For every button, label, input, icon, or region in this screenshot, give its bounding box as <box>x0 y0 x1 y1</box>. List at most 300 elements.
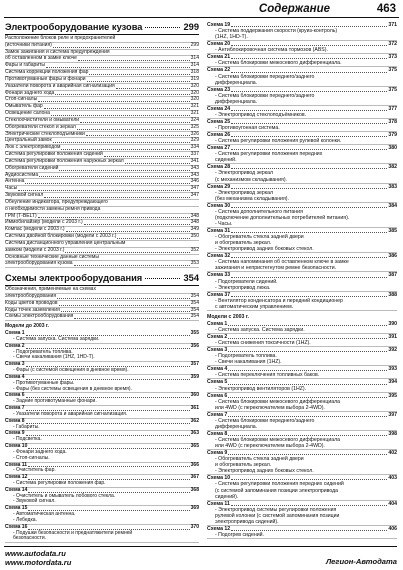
scheme-description: - Обогреватель стекла задней двери <box>215 456 304 463</box>
scheme-page: 365 <box>190 443 199 450</box>
scheme-description: (с системой запоминания позиции электропривода <box>215 487 339 494</box>
toc-entry[interactable] <box>5 261 199 268</box>
toc-leader <box>61 149 189 150</box>
toc-leader <box>53 142 190 143</box>
toc-leader <box>59 305 190 306</box>
toc-entry-title: Освещение салона <box>5 110 50 117</box>
scheme-page: 395 <box>388 392 397 399</box>
scheme-entry[interactable] <box>207 253 397 272</box>
toc-leader <box>231 277 387 278</box>
scheme-description: - Система дополнительного питания <box>215 208 303 215</box>
scheme-entry[interactable] <box>207 87 397 106</box>
toc-entry-page: 354 <box>190 306 199 313</box>
toc-leader <box>228 325 387 326</box>
scheme-page: 383 <box>388 183 397 190</box>
scheme-number: Схема 12 <box>5 474 28 481</box>
scheme-page: 392 <box>388 347 397 354</box>
scheme-page: 357 <box>190 361 199 368</box>
toc-entry-title: Иммобилайзер (модели с 2003 г.) <box>5 219 83 226</box>
scheme-description: - Система запуска. Система зарядки. <box>215 326 305 333</box>
scheme-entry[interactable] <box>207 379 397 392</box>
toc-leader <box>44 197 189 198</box>
scheme-description: (подключение дополнительных потребителей питания). <box>215 214 350 221</box>
scheme-entry[interactable] <box>5 419 199 432</box>
scheme-number: Схема 19 <box>207 22 231 28</box>
scheme-entry[interactable] <box>207 321 397 334</box>
scheme-entry[interactable] <box>207 228 397 253</box>
toc-leader <box>228 397 387 398</box>
scheme-page: 404 <box>388 500 397 507</box>
scheme-entry[interactable] <box>207 334 397 347</box>
toc-leader <box>231 257 387 258</box>
scheme-entry[interactable] <box>207 22 397 41</box>
scheme-description: - Электропривод вентиляторов (1HZ). <box>215 385 307 392</box>
toc-leader <box>39 176 190 177</box>
footer-rule <box>4 546 397 547</box>
toc-entry-title: Фары и габариты <box>5 62 46 69</box>
scheme-page: 403 <box>388 475 397 482</box>
scheme-page: 397 <box>388 411 397 418</box>
scheme-number: Схема 7 <box>207 411 228 418</box>
scheme-number: Схема 8 <box>5 417 25 424</box>
scheme-description: (с механизмом складывания). <box>215 176 288 183</box>
scheme-entry[interactable] <box>207 272 397 291</box>
scheme-number: Схема 4 <box>5 373 25 380</box>
scheme-entry[interactable] <box>207 475 397 500</box>
footer-site-autodata[interactable]: www.autodata.ru <box>5 549 66 558</box>
toc-entry[interactable] <box>5 314 199 321</box>
section-wiring-diagrams[interactable]: Схемы электрооборудования 354 <box>5 273 199 286</box>
toc-leader <box>231 505 387 506</box>
scheme-page: 361 <box>190 405 199 412</box>
toc-entry-title: электрооборудования кузова <box>5 260 73 267</box>
scheme-number: Схема 27 <box>207 145 231 152</box>
scheme-page: 366 <box>190 461 199 468</box>
toc-right-column <box>207 22 397 539</box>
toc-entry-title: Люк с электроприводом <box>5 144 61 151</box>
scheme-number: Схема 24 <box>207 105 231 112</box>
scheme-entry[interactable] <box>5 525 199 543</box>
toc-leader <box>87 81 190 82</box>
toc-leader <box>18 190 189 191</box>
scheme-entry[interactable] <box>207 164 397 183</box>
scheme-description: дифференциала. <box>215 79 258 86</box>
scheme-entry[interactable] <box>5 375 199 393</box>
scheme-description: - Система блокировки переднего/заднего <box>215 73 315 80</box>
toc-entry-title: ГРМ (Т-BELT) <box>5 212 37 219</box>
scheme-description: дифференциала. <box>215 423 258 430</box>
toc-leader <box>231 530 387 531</box>
scheme-list-before-2003 <box>5 331 199 543</box>
toc-entry-page: 329 <box>190 137 199 144</box>
toc-entry-title: Коды точек заземления <box>5 306 60 313</box>
toc-entry-page: 354 <box>190 292 199 299</box>
scheme-description: или 4WD (с переключателем выбора 2-4WD). <box>215 404 325 411</box>
toc-leader <box>84 224 190 225</box>
scheme-description: - Система напоминания об оставленном ключе в замке <box>215 259 349 266</box>
scheme-description: с автоматическим управлением. <box>215 303 294 310</box>
models-from-2003-heading: Модели с 2003 г. <box>207 313 249 320</box>
scheme-number: Схема 10 <box>5 443 28 450</box>
toc-entry-title: Стоп-сигналы <box>5 96 38 103</box>
toc-entry-page: 346 <box>190 178 199 185</box>
toc-leader <box>231 207 387 208</box>
toc-entry[interactable] <box>5 173 199 180</box>
scheme-description: - Свечи накаливания (1HZ). <box>215 359 282 366</box>
toc-entry-page: 320 <box>190 96 199 103</box>
scheme-description: - Подогреватели сидений. <box>215 278 278 285</box>
toc-leader <box>125 163 190 164</box>
scheme-number: Схема 31 <box>207 228 231 234</box>
toc-leader <box>231 232 387 233</box>
section-body-electrics[interactable]: Электрооборудование кузова 299 <box>5 22 199 35</box>
scheme-page: 360 <box>190 392 199 399</box>
toc-leader <box>117 238 189 239</box>
page-header <box>0 0 403 20</box>
scheme-number: Схема 2 <box>5 342 25 349</box>
scheme-entry[interactable] <box>207 366 397 379</box>
toc-leader <box>53 47 190 48</box>
scheme-page: 367 <box>190 474 199 481</box>
scheme-number: Схема 3 <box>5 361 25 368</box>
toc-entry-page: 350 <box>190 233 199 240</box>
toc-entry-page: 314 <box>190 62 199 69</box>
scheme-page: 362 <box>190 417 199 424</box>
scheme-number: Схема 3 <box>207 347 228 354</box>
scheme-number: Схема 1 <box>5 330 25 337</box>
scheme-entry[interactable] <box>207 526 397 539</box>
scheme-number: Схема 4 <box>207 366 228 373</box>
scheme-description: - Система блокировки межосевого дифференциала <box>215 398 341 405</box>
toc-leader <box>78 60 190 61</box>
scheme-number: Схема 22 <box>207 67 231 74</box>
scheme-entry[interactable] <box>5 475 199 488</box>
scheme-entry[interactable] <box>207 393 397 412</box>
scheme-page: 394 <box>388 379 397 386</box>
toc-entry-title: электрооборудования <box>5 292 57 299</box>
toc-entries-diagrams <box>5 287 199 321</box>
scheme-entry[interactable] <box>5 344 199 362</box>
toc-leader <box>228 338 387 339</box>
scheme-entry[interactable] <box>207 132 397 145</box>
toc-entry-page: 354 <box>190 313 199 320</box>
scheme-description: - Очиститель и омыватель лобового стекла. <box>13 492 116 499</box>
scheme-entry[interactable] <box>207 145 397 164</box>
scheme-page: 377 <box>388 105 397 112</box>
scheme-entry[interactable] <box>207 54 397 67</box>
scheme-page: 382 <box>388 164 397 171</box>
scheme-page: 375 <box>388 67 397 74</box>
scheme-entry[interactable] <box>207 203 397 228</box>
scheme-page: 370 <box>190 523 199 530</box>
scheme-page: 363 <box>190 430 199 437</box>
scheme-entry[interactable] <box>207 67 397 86</box>
toc-entry-title: Система двойной блокировки (модели с 2003 г.) <box>5 233 117 240</box>
scheme-description: - Электропривод задних боковых стекол. <box>215 468 314 475</box>
scheme-entry[interactable] <box>5 406 199 419</box>
scheme-description: дифференциала. <box>215 98 258 105</box>
scheme-entry[interactable] <box>5 393 199 406</box>
scheme-entry[interactable] <box>207 119 397 132</box>
toc-leader <box>26 435 190 436</box>
toc-entry-title: Обозначения, применяемые на схемах <box>5 286 96 293</box>
scheme-entry[interactable] <box>5 431 199 444</box>
scheme-description: - Система снижения токсичности (1HZ). <box>215 340 311 347</box>
toc-entry-title: (источники питания) <box>5 41 52 48</box>
scheme-entry[interactable] <box>5 506 199 524</box>
scheme-description: - Система запуска. Система зарядки. <box>13 335 100 342</box>
toc-entry-page: 343 <box>190 171 199 178</box>
scheme-number: Схема 29 <box>207 183 231 190</box>
scheme-number: Схема 20 <box>207 41 231 48</box>
toc-leader <box>228 435 387 436</box>
scheme-entry[interactable] <box>207 41 397 54</box>
scheme-number: Схема 1 <box>207 320 228 327</box>
toc-leader <box>228 370 387 371</box>
scheme-number: Схема 2 <box>207 334 228 340</box>
scheme-description: - Указатели поворота и аварийная сигнализация. <box>13 410 128 417</box>
scheme-description: - Система блокировки переднего/заднего <box>215 92 315 99</box>
toc-leader <box>51 115 190 116</box>
toc-leader <box>116 88 190 89</box>
scheme-entry[interactable] <box>207 501 397 526</box>
toc-entry-title: Система коррекции положения фар <box>5 69 89 76</box>
scheme-page: 386 <box>388 253 397 260</box>
scheme-description: - Подушки безопасности и преднатяжители ремней <box>13 529 133 536</box>
toc-entry-page: 347 <box>190 192 199 199</box>
scheme-number: Схема 21 <box>207 54 231 61</box>
scheme-description: сидений). <box>215 493 239 500</box>
scheme-number: Схема 37 <box>207 291 231 298</box>
toc-entry[interactable] <box>5 179 199 186</box>
scheme-description: - Электропривод зеркал <box>215 170 274 177</box>
scheme-page: 355 <box>190 330 199 337</box>
toc-entry-page: 348 <box>190 219 199 226</box>
toc-entries-body <box>5 36 199 268</box>
scheme-number: Схема 11 <box>5 461 28 468</box>
scheme-description: - Лебедка. <box>13 516 37 523</box>
page-title: Содержание <box>258 3 330 15</box>
toc-entry-title: Система регулировки положения наружных зеркал <box>5 157 124 164</box>
scheme-page: 385 <box>388 228 397 234</box>
footer-publisher: Легион-Автодата <box>325 557 397 566</box>
toc-entry-page: 321 <box>190 103 199 110</box>
toc-leader <box>25 183 189 184</box>
scheme-number: Схема 15 <box>5 505 28 512</box>
scheme-description: или 4WD (с переключателем выбора 2-4WD). <box>215 443 325 450</box>
toc-entry-title: Система регулировки положения сидений <box>5 151 103 158</box>
toc-leader <box>59 170 189 171</box>
scheme-page: 393 <box>388 366 397 373</box>
scheme-number: Схема 14 <box>5 486 28 493</box>
toc-entry-title: Противотуманные фары и фонари <box>5 75 86 82</box>
scheme-description: - Электропривод люка. <box>215 284 271 291</box>
toc-leader <box>231 91 387 92</box>
models-before-2003-heading: Модели до 2003 г. <box>5 323 49 330</box>
toc-leader <box>231 149 387 150</box>
toc-leader <box>231 123 387 124</box>
toc-leader <box>231 72 387 73</box>
scheme-number: Схема 9 <box>207 450 228 457</box>
scheme-description: - Электропривод зеркал <box>215 189 274 196</box>
scheme-page: 356 <box>190 342 199 349</box>
scheme-description: - Фары (без системы освещения в дневное время). <box>13 385 132 392</box>
scheme-number: Схема 8 <box>207 430 228 437</box>
toc-entry-title: Фонари заднего хода <box>5 89 55 96</box>
toc-entry-title: Антенна <box>5 178 25 185</box>
scheme-description: (1HZ, 1HD-T). <box>215 34 248 41</box>
toc-leader <box>57 298 190 299</box>
toc-entry-page: 318 <box>190 69 199 76</box>
toc-entry-page: 320 <box>190 89 199 96</box>
scheme-page: 384 <box>388 202 397 209</box>
scheme-description: - Звуковой сигнал. <box>13 498 56 505</box>
scheme-description: - Подогреватель топлива. <box>215 353 277 360</box>
toc-entry-title: Аудиосистема <box>5 171 39 178</box>
scheme-page: 390 <box>388 320 397 327</box>
toc-leader <box>65 252 189 253</box>
scheme-description: - Система поддержания скорости (круиз-контроль) <box>215 28 338 35</box>
toc-entry-page: 352 <box>190 246 199 253</box>
scheme-description: - Часы. <box>215 220 233 227</box>
scheme-entry[interactable] <box>207 184 397 203</box>
scheme-description: - Задние противотуманные фонари. <box>13 398 97 405</box>
scheme-description: - Фонари заднего хода. <box>13 448 67 455</box>
scheme-entry[interactable] <box>207 292 397 311</box>
toc-leader <box>61 311 190 312</box>
scheme-page: 380 <box>388 145 397 152</box>
scheme-number: Схема 30 <box>207 202 231 209</box>
scheme-description: - Вентилятор конденсатора и передний кондиционер <box>215 297 343 304</box>
scheme-entry[interactable] <box>207 431 397 450</box>
scheme-entry[interactable] <box>5 463 199 476</box>
toc-leader <box>228 384 387 385</box>
toc-entry-page: 337 <box>190 151 199 158</box>
scheme-number: Схема 32 <box>207 253 231 260</box>
toc-leader <box>231 58 387 59</box>
toc-entry-title: Указатели поворота и аварийная сигнализация <box>5 82 115 89</box>
header-rule <box>4 17 399 18</box>
toc-entry-title: Обогреватели сидений <box>5 164 59 171</box>
scheme-number: Схема 9 <box>5 430 25 437</box>
scheme-description: - Система блокировки межосевого дифференциала. <box>215 60 342 67</box>
toc-leader <box>228 351 387 352</box>
scheme-page: 398 <box>388 430 397 437</box>
toc-entry-title: Расположение блоков реле и предохранителей <box>5 35 116 41</box>
toc-leader <box>231 296 387 297</box>
toc-entry-page: 324 <box>190 116 199 123</box>
scheme-page: 379 <box>388 132 397 139</box>
toc-entry-title: Электрические стеклоподъемники <box>5 130 85 137</box>
toc-leader <box>231 188 387 189</box>
toc-entry-title: о необходимости замены ремня привода <box>5 205 101 212</box>
scheme-entry[interactable] <box>5 488 199 506</box>
scheme-entry[interactable] <box>207 347 397 366</box>
scheme-entry[interactable] <box>5 331 199 344</box>
scheme-page: 406 <box>388 525 397 532</box>
toc-leader <box>231 168 387 169</box>
toc-entry-title: Система дистанционного управления центральным <box>5 239 126 246</box>
scheme-description: рулевой колонки (с системой запоминания позиции <box>215 512 340 519</box>
scheme-entry[interactable] <box>5 444 199 462</box>
scheme-description: безопасности. <box>13 535 46 542</box>
toc-leader <box>231 45 387 46</box>
toc-entry-title: Основные технические данные системы <box>5 253 99 260</box>
scheme-description: - Система блокировки переднего/заднего <box>215 417 315 424</box>
scheme-number: Схема 6 <box>5 392 25 399</box>
toc-entry-title: об оставленном в замке ключе <box>5 55 77 62</box>
toc-leader <box>66 231 190 232</box>
scheme-entry[interactable] <box>207 450 397 475</box>
scheme-number: Схема 26 <box>207 132 231 139</box>
toc-leader <box>231 26 387 27</box>
toc-entry-page: 353 <box>190 260 199 267</box>
scheme-page: 373 <box>388 54 397 61</box>
scheme-description: - Электропривод системы регулировки положения <box>215 506 337 513</box>
scheme-number: Схема 11 <box>207 500 230 507</box>
scheme-description: и обогреватель зеркал. <box>215 240 272 247</box>
scheme-page: 387 <box>388 272 397 279</box>
scheme-description: зажигания и непристегнутом ремне безопасности. <box>215 265 337 272</box>
scheme-number: Схема 25 <box>207 118 231 125</box>
toc-entry-title: замком (модели с 2003 г.) <box>5 246 65 253</box>
toc-entry-page: 334 <box>190 144 199 151</box>
scheme-description: - Система переключения топливных баков. <box>215 372 320 379</box>
scheme-description: - Подогреватель топлива. <box>13 348 73 355</box>
scheme-description: - Свечи накаливания (1HZ, 1HD-T). <box>13 354 95 361</box>
toc-entry-title: Центральный замок <box>5 137 52 144</box>
toc-entry-page: 354 <box>190 299 199 306</box>
scheme-page: 378 <box>388 118 397 125</box>
toc-entry-title: Омыватель фар <box>5 103 43 110</box>
toc-entry-page: 326 <box>190 130 199 137</box>
toc-entry-page: 314 <box>190 55 199 62</box>
scheme-page: 372 <box>388 41 397 48</box>
scheme-description: - Очиститель фар. <box>13 467 56 474</box>
scheme-entry[interactable] <box>207 106 397 119</box>
scheme-number: Схема 16 <box>5 523 28 530</box>
toc-entry-title: Коды цветов проводов <box>5 299 58 306</box>
scheme-page: 402 <box>388 450 397 457</box>
scheme-description: сидений. <box>215 157 237 164</box>
toc-leader <box>104 156 190 157</box>
toc-entry-page: 321 <box>190 110 199 117</box>
toc-leader <box>46 67 190 68</box>
toc-entry-page: 319 <box>190 75 199 82</box>
scheme-number: Схема 23 <box>207 86 231 93</box>
page-footer <box>4 546 397 568</box>
scheme-number: Схема 12 <box>207 525 231 532</box>
page-number: 463 <box>376 3 396 15</box>
toc-entry-page: 299 <box>190 41 199 48</box>
footer-site-motordata[interactable]: www.motordata.ru <box>5 558 72 567</box>
toc-entry-page: 343 <box>190 164 199 171</box>
toc-left-column <box>5 22 199 543</box>
toc-leader <box>26 423 190 424</box>
scheme-page: 371 <box>388 22 397 28</box>
scheme-entry[interactable] <box>207 412 397 431</box>
scheme-number: Схема 7 <box>5 405 25 412</box>
scheme-description: - Автоматическая антенна. <box>13 511 76 518</box>
scheme-description: - Габариты. <box>13 423 40 430</box>
scheme-description: - Противотуманные фары. <box>13 379 75 386</box>
scheme-description: - Система блокировки межосевого дифференциала <box>215 437 341 443</box>
scheme-number: Схема 33 <box>207 272 231 279</box>
scheme-description: - Электропривод задних боковых стекол. <box>215 246 314 253</box>
scheme-description: и обогреватель зеркал. <box>215 462 272 469</box>
scheme-entry[interactable] <box>5 362 199 375</box>
scheme-description: - Стоп-сигналы. <box>13 454 50 461</box>
